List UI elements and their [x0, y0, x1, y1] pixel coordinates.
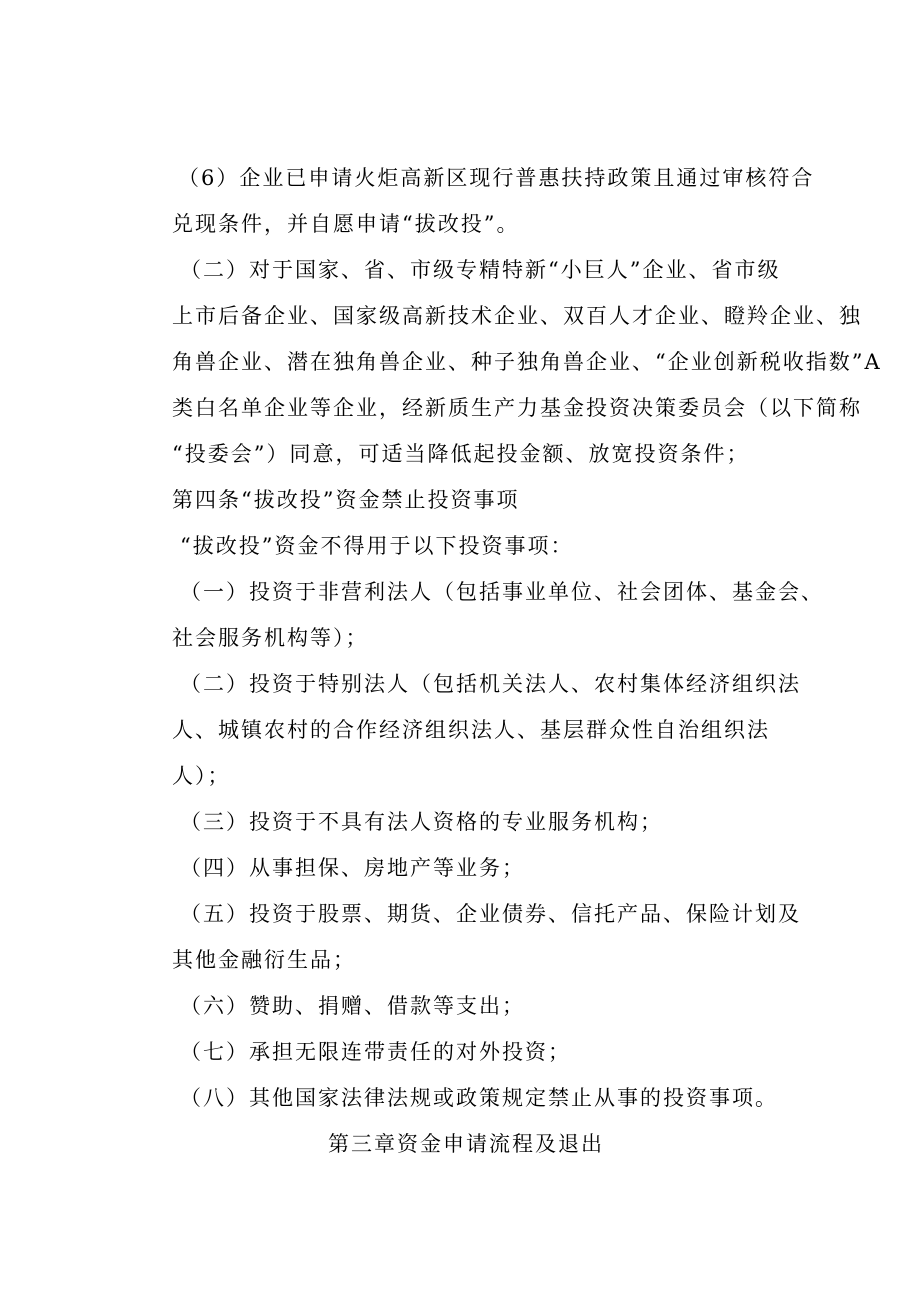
paragraph-line: 上市后备企业、国家级高新技术企业、双百人才企业、瞪羚企业、独 [172, 304, 862, 328]
list-item-line: （四）从事担保、房地产等业务； [180, 856, 525, 880]
paragraph-line: 角兽企业、潜在独角兽企业、种子独角兽企业、“企业创新税收指数”A [172, 350, 882, 374]
list-item-line: （七）承担无限连带责任的对外投资； [180, 1040, 571, 1064]
list-item-line: 人、城镇农村的合作经济组织法人、基层群众性自治组织法 [172, 718, 770, 742]
paragraph-line: （二）对于国家、省、市级专精特新“小巨人”企业、省市级 [180, 258, 781, 282]
list-item-line: 社会服务机构等）； [172, 626, 369, 650]
list-item-line: （六）赞助、捐赠、借款等支出； [180, 994, 525, 1018]
list-item-line: （五）投资于股票、期货、企业债券、信托产品、保险计划及 [180, 902, 801, 926]
list-item-line: 其他金融衍生品； [172, 948, 356, 972]
article-heading: 第四条“拔改投”资金禁止投资事项 [172, 488, 520, 512]
paragraph-line: “拔改投”资金不得用于以下投资事项： [180, 534, 574, 558]
chapter-heading: 第三章资金申请流程及退出 [328, 1132, 604, 1156]
list-item-line: （二）投资于特别法人（包括机关法人、农村集体经济组织法 [180, 672, 801, 696]
paragraph-line: 兑现条件，并自愿申请“拔改投”。 [172, 212, 520, 236]
list-item-line: （八）其他国家法律法规或政策规定禁止从事的投资事项。 [180, 1086, 778, 1110]
paragraph-line: “投委会”）同意，可适当降低起投金额、放宽投资条件； [172, 442, 750, 466]
list-item-line: （一）投资于非营利法人（包括事业单位、社会团体、基金会、 [180, 580, 824, 604]
paragraph-line: （6）企业已申请火炬高新区现行普惠扶持政策且通过审核符合 [178, 166, 815, 190]
list-item-line: （三）投资于不具有法人资格的专业服务机构； [180, 810, 663, 834]
paragraph-line: 类白名单企业等企业，经新质生产力基金投资决策委员会（以下简称 [172, 396, 862, 420]
list-item-line: 人）； [172, 764, 231, 788]
